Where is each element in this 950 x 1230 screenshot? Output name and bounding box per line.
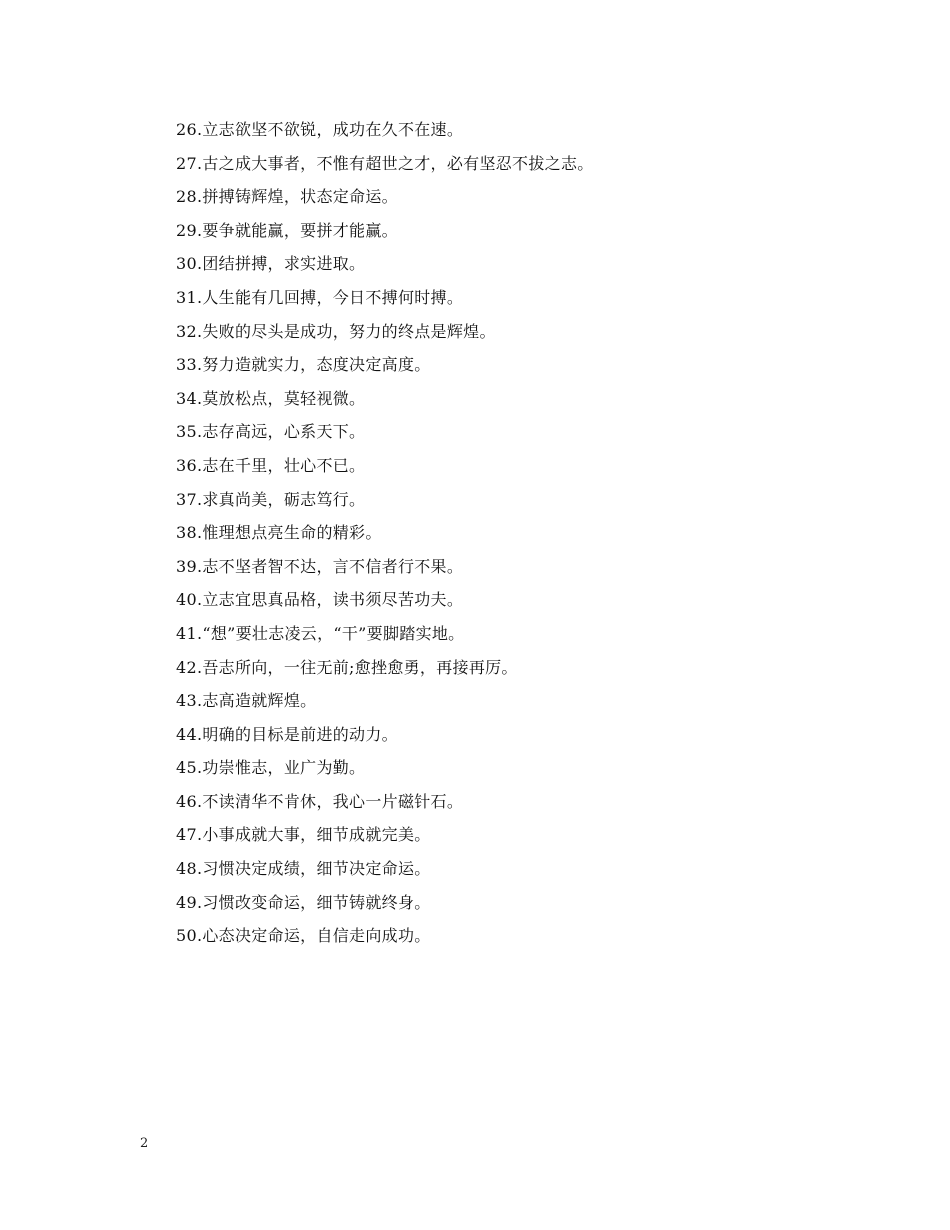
list-item: 38.惟理想点亮生命的精彩。: [176, 523, 382, 543]
list-item: 49.习惯改变命运，细节铸就终身。: [176, 892, 431, 912]
list-item: 48.习惯决定成绩，细节决定命运。: [176, 859, 431, 879]
list-item: 43.志高造就辉煌。: [176, 691, 317, 711]
list-item: 42.吾志所向，一往无前;愈挫愈勇，再接再厉。: [176, 657, 518, 677]
list-item: 46.不读清华不肯休，我心一片磁针石。: [176, 791, 464, 811]
list-item: 40.立志宜思真品格，读书须尽苦功夫。: [176, 590, 464, 610]
list-item: 37.求真尚美，砺志笃行。: [176, 489, 366, 509]
list-item: 32.失败的尽头是成功，努力的终点是辉煌。: [176, 321, 496, 341]
list-item: 47.小事成就大事，细节成就完美。: [176, 825, 431, 845]
list-item: 27.古之成大事者，不惟有超世之才，必有坚忍不拔之志。: [176, 153, 594, 173]
quote-list: [176, 117, 876, 957]
list-item: 28.拼搏铸辉煌，状态定命运。: [176, 187, 398, 207]
list-item: 50.心态决定命运，自信走向成功。: [176, 926, 431, 946]
list-item: 30.团结拼搏，求实进取。: [176, 254, 366, 274]
list-item: 44.明确的目标是前进的动力。: [176, 724, 398, 744]
list-item: 41.“想”要壮志凌云，“干”要脚踏实地。: [176, 623, 465, 643]
list-item: 36.志在千里，壮心不已。: [176, 455, 366, 475]
list-item: 33.努力造就实力，态度决定高度。: [176, 355, 431, 375]
list-item: 39.志不坚者智不达，言不信者行不果。: [176, 556, 464, 576]
list-item: 26.立志欲坚不欲锐，成功在久不在速。: [176, 120, 464, 139]
list-item: 29.要争就能赢，要拼才能赢。: [176, 220, 398, 240]
page-number: 2: [140, 1136, 149, 1151]
list-item: 34.莫放松点，莫轻视微。: [176, 388, 366, 408]
list-item: 45.功崇惟志，业广为勤。: [176, 758, 366, 778]
list-item: 35.志存高远，心系天下。: [176, 422, 366, 442]
list-item: 31.人生能有几回搏，今日不搏何时搏。: [176, 287, 464, 307]
